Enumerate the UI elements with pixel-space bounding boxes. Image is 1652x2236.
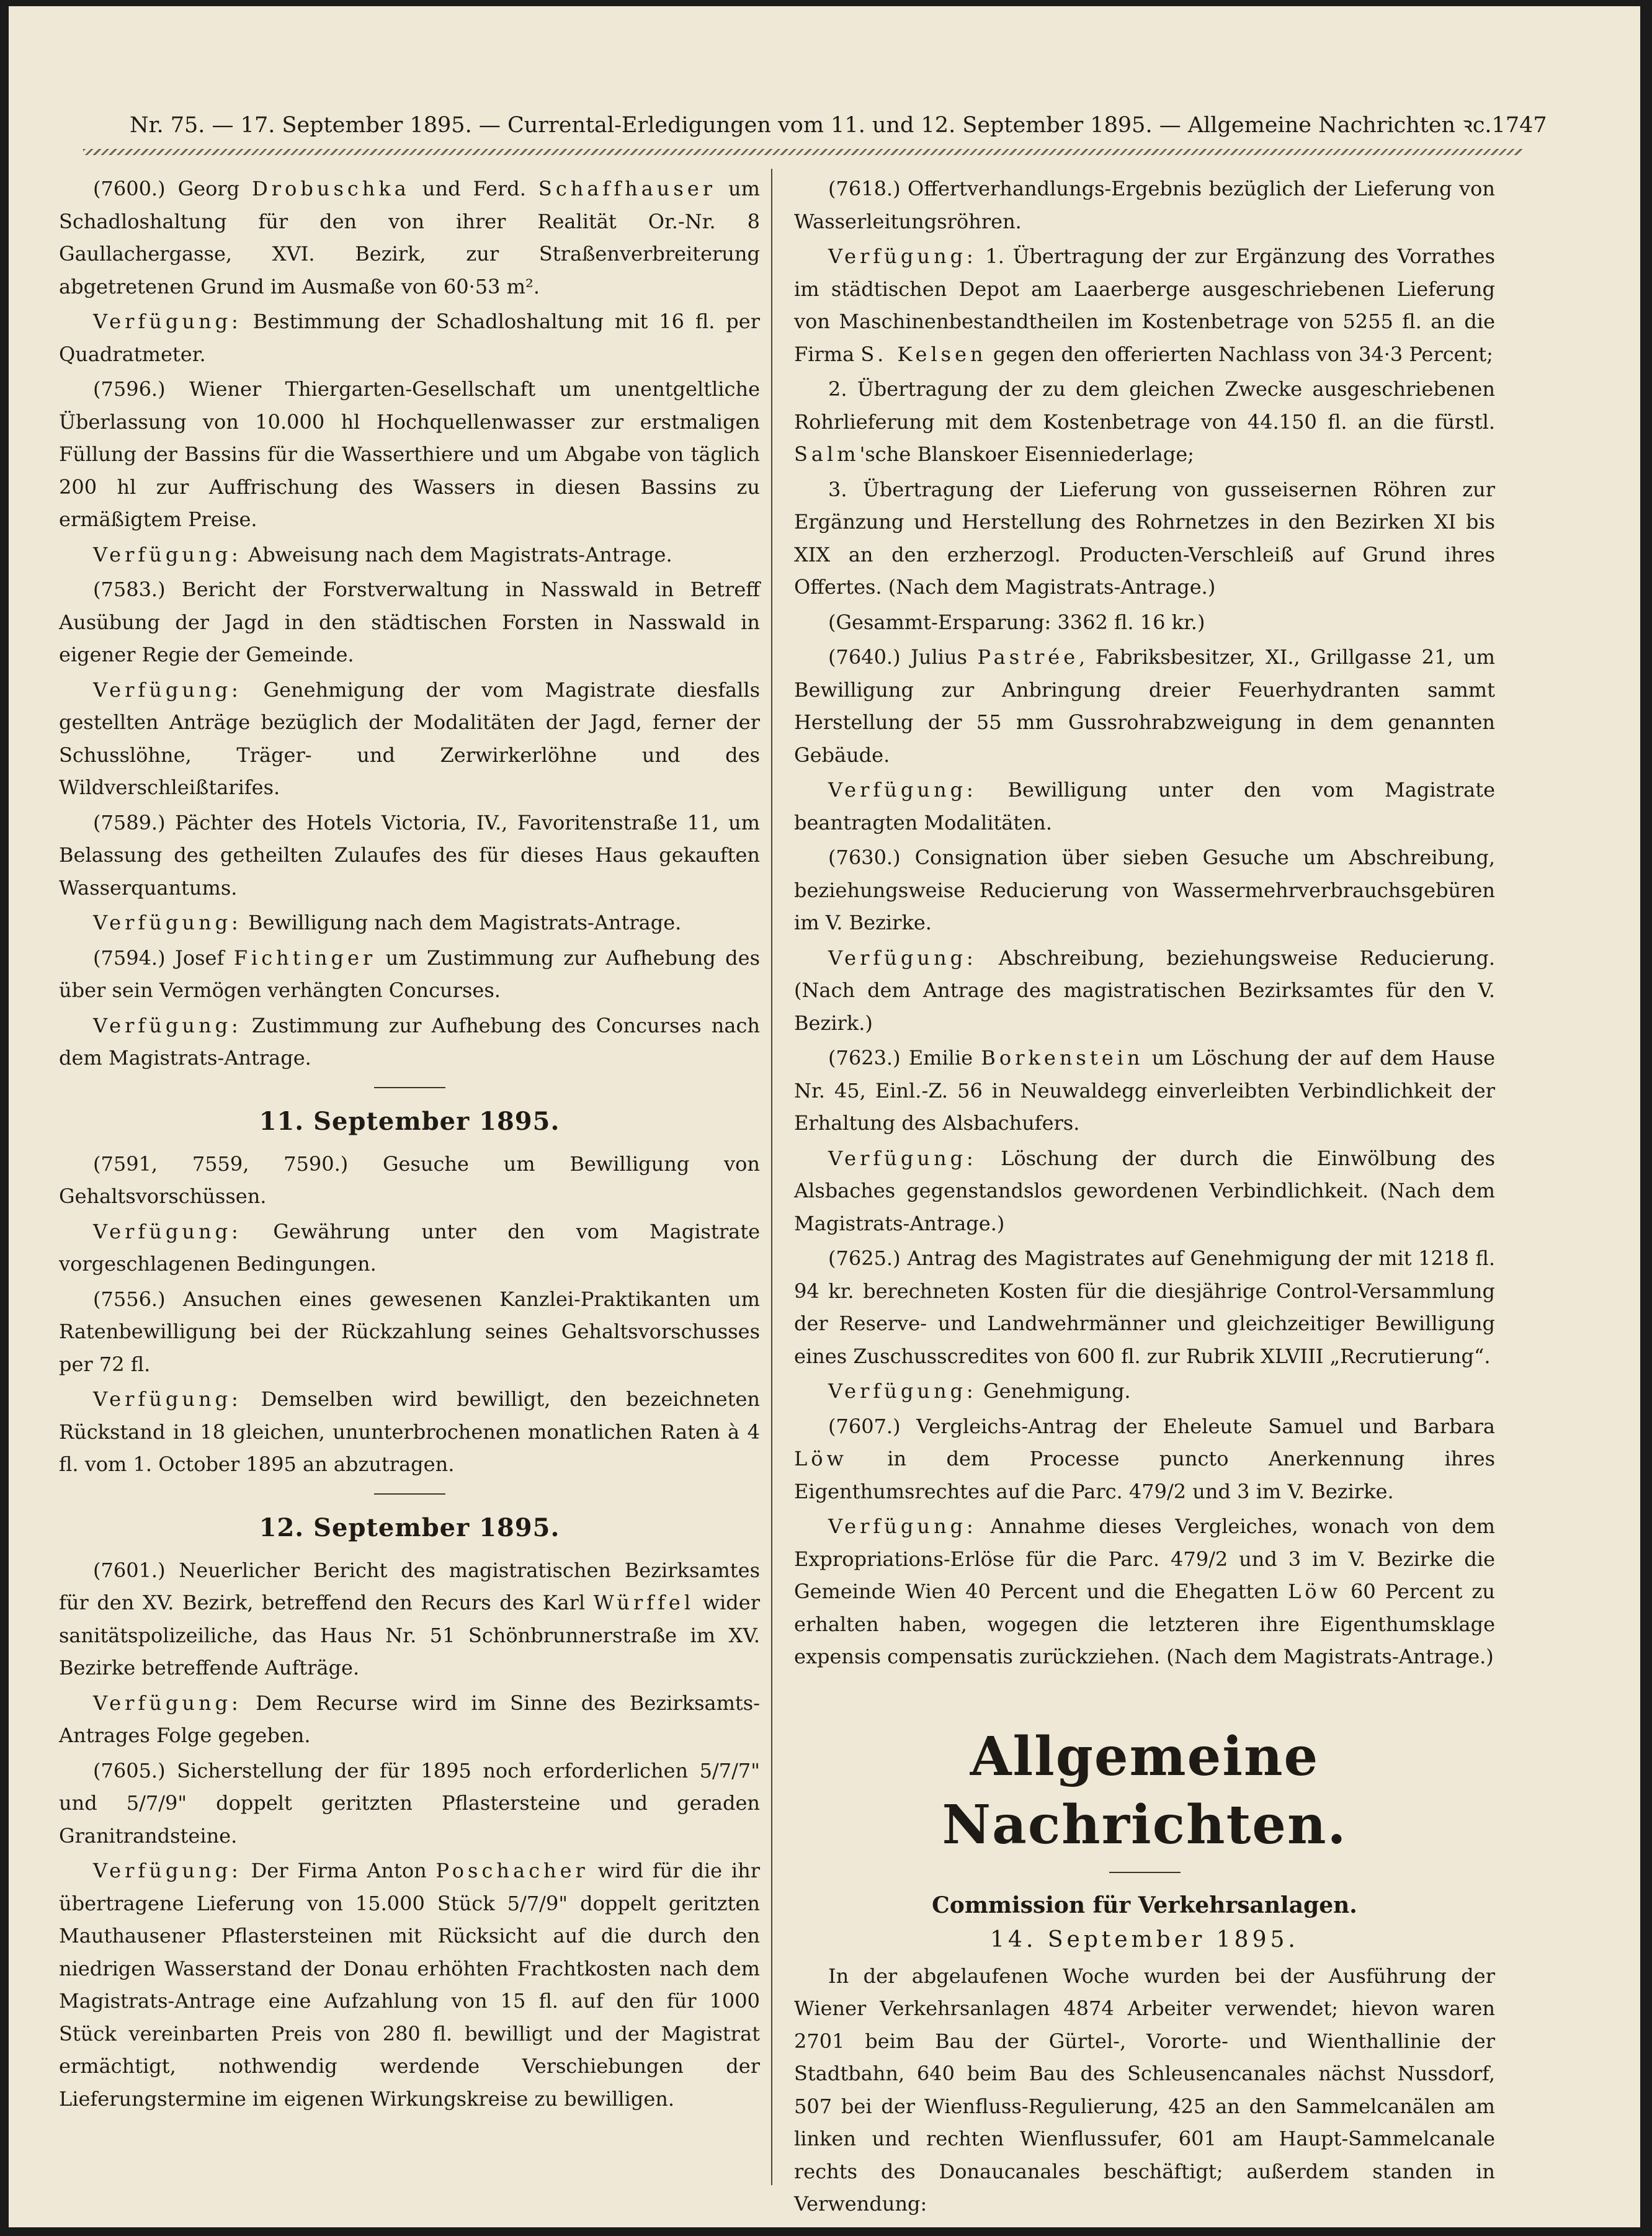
decree-7596: Verfügung: Abweisung nach dem Magistrats-Antrage. — [93, 542, 672, 566]
commission-report: In der abgelaufenen Woche wurden bei der Ausführung der Wiener Verkehrsanlagen 4874 Arbeiter verwendet; hievon waren 2701 beim Bau der Gürtel-, Vororte- und Wienthallinie der Stadtbahn, 640 beim Bau des Schleusencanales nächst Nussdorf, 507 bei der Wienfluss-Regulierung, 425 an den Sammelcanälen am linken und rechten Wienflussufer, 601 am Haupt-Sammelcanale rechts des Donaucanales beschäftigt; außerdem standen in Verwendung: — [794, 1964, 1495, 2216]
news-section-title: Allgemeine Nachrichten. — [942, 1725, 1347, 1856]
section-heading-12-september: 12. September 1895. — [259, 1513, 560, 1542]
entry-7589: (7589.) Pächter des Hotels Victoria, IV., Favoritenstraße 11, um Belassung des getheilten Zulaufes des für dieses Haus gekauften Wasserquantums. — [59, 810, 760, 900]
decree-7594: Verfügung: Zustimmung zur Aufhebung des Concurses nach dem Magistrats-Antrage. — [59, 1013, 760, 1070]
entry-7601: (7601.) Neuerlicher Bericht des magistratischen Bezirksamtes für den XV. Bezirk, betreffend den Recurs des Karl Würffel wider sanitätspolizeiliche, das Haus Nr. 51 Schönbrunnerstraße im XV. Bezirke betreffende Aufträge. — [59, 1558, 761, 1679]
decree-7583: Verfügung: Genehmigung der vom Magistrate diesfalls gestellten Anträge bezüglich der Modalitäten der Jagd, ferner der Schusslöhne, Träger- und Zerwirkerlöhne und des Wildverschleißtarifes. — [59, 678, 760, 799]
section-separator — [374, 1493, 445, 1495]
entry-7600: (7600.) Georg Drobuschka und Ferd. Schaffhauser um Schadloshaltung für den von ihrer Realität Or.-Nr. 8 Gaullachergasse, XVI. Bezirk, zur Straßenverbreiterung abgetretenen Grund im Ausmaße von 60·53 m². — [59, 177, 761, 298]
decree-7625: Verfügung: Genehmigung. — [828, 1379, 1131, 1403]
page-number: 1747 — [1491, 113, 1547, 138]
entry-7556: (7556.) Ansuchen eines gewesenen Kanzlei-Praktikanten um Ratenbewilligung bei der Rückzahlung seines Gehaltsvorschusses per 72 fl. — [59, 1287, 760, 1376]
entry-7625: (7625.) Antrag des Magistrates auf Genehmigung der mit 1218 fl. 94 kr. berechneten Kosten für die diesjährige Control-Versammlung der Reserve- und Landwehrmänner und gleichzeitiger Bewilligung eines Zuschusscredites von 600 fl. zur Rubrik XLVIII „Recrutierung“. — [794, 1246, 1495, 1368]
entry-7640: (7640.) Julius Pastrée, Fabriksbesitzer, XI., Grillgasse 21, um Bewilligung zur Anbringung dreier Feuerhydranten sammt Herstellung der 55 mm Gussrohrabzweigung in dem genannten Gebäude. — [794, 645, 1496, 767]
commission-heading: Commission für Verkehrsanlagen. — [932, 1892, 1357, 1918]
decree-7591: Verfügung: Gewährung unter den vom Magistrate vorgeschlagenen Bedingungen. — [59, 1219, 760, 1276]
entry-7594: (7594.) Josef Fichtinger um Zustimmung zur Aufhebung des über sein Vermögen verhängten Concurses. — [59, 946, 761, 1002]
header-title: Nr. 75. — 17. September 1895. — Currental-Erledigungen vom 11. und 12. September 1895. — Allgemeine Nachrichten ꝛc. — [130, 113, 1492, 138]
page-header — [130, 113, 1547, 138]
newspaper-page — [9, 6, 1640, 2227]
left-column — [59, 172, 760, 2117]
entry-7607: (7607.) Vergleichs-Antrag der Eheleute Samuel und Barbara Löw in dem Processe puncto Anerkennung ihres Eigenthumsrechtes auf die Parc. 479/2 und 3 im V. Bezirke. — [794, 1414, 1495, 1503]
decree-7640: Verfügung: Bewilligung unter den vom Magistrate beantragten Modalitäten. — [794, 778, 1495, 834]
entry-7596: (7596.) Wiener Thiergarten-Gesellschaft um unentgeltliche Überlassung von 10.000 hl Hochquellenwasser zur erstmaligen Füllung der Bassins für die Wasserthiere und um Abgabe von täglich 200 hl zur Auffrischung des Wassers in diesen Bassins zu ermäßigtem Preise. — [59, 377, 760, 531]
decree-7601: Verfügung: Dem Recurse wird im Sinne des Bezirksamts-Antrages Folge gegeben. — [59, 1691, 760, 1747]
decree-7618-2: 2. Übertragung der zu dem gleichen Zwecke ausgeschriebenen Rohrlieferung mit dem Kostenbetrage von 44.150 fl. an die fürstl. Salm'sche Blanskoer Eisenniederlage; — [794, 377, 1495, 466]
decree-7589: Verfügung: Bewilligung nach dem Magistrats-Antrage. — [93, 911, 682, 934]
decree-7556: Verfügung: Demselben wird bewilligt, den bezeichneten Rückstand in 18 gleichen, ununterbrochenen monatlichen Raten à 4 fl. vom 1. October 1895 an abzutragen. — [59, 1387, 760, 1476]
decree-7600: Verfügung: Bestimmung der Schadloshaltung mit 16 fl. per Quadratmeter. — [59, 310, 760, 366]
header-wavy-rule — [83, 149, 1522, 155]
decree-7630: Verfügung: Abschreibung, beziehungsweise Reducierung. (Nach dem Antrage des magistratischen Bezirksamtes für den V. Bezirk.) — [794, 946, 1495, 1035]
column-divider — [771, 169, 772, 2185]
section-heading-11-september: 11. September 1895. — [259, 1106, 560, 1136]
entry-7630: (7630.) Consignation über sieben Gesuche um Abschreibung, beziehungsweise Reducierung von Wassermehrverbrauchsgebüren im V. Bezirke. — [794, 846, 1495, 934]
right-column — [794, 172, 1495, 2223]
entry-7618: (7618.) Offertverhandlungs-Ergebnis bezüglich der Lieferung von Wasserleitungsröhren. — [794, 177, 1495, 233]
decree-7618-1: Verfügung: 1. Übertragung der zur Ergänzung des Vorrathes im städtischen Depot am Laaerberge ausgeschriebenen Lieferung von Maschinenbestandtheilen im Kostenbetrage von 5255 fl. an die Firma S. Kelsen gegen den offerierten Nachlass von 34·3 Percent; — [794, 244, 1495, 366]
entry-7591: (7591, 7559, 7590.) Gesuche um Bewilligung von Gehaltsvorschüssen. — [59, 1152, 760, 1208]
entry-7583: (7583.) Bericht der Forstverwaltung in Nasswald in Betreff Ausübung der Jagd in den städtischen Forsten in Nasswald in eigener Regie der Gemeinde. — [59, 578, 760, 666]
decree-7607: Verfügung: Annahme dieses Vergleiches, wonach von dem Expropriations-Erlöse für die Parc. 479/2 und 3 im V. Bezirke die Gemeinde Wien 40 Percent und die Ehegatten Löw 60 Percent zu erhalten haben, wogegen die letzteren ihre Eigenthumsklage expensis compensatis zurückziehen. (Nach dem Magistrats-Antrage.) — [794, 1514, 1495, 1668]
entry-7605: (7605.) Sicherstellung der für 1895 noch erforderlichen 5/7/7" und 5/7/9" doppelt geritzten Pflastersteine und geraden Granitrandsteine. — [59, 1758, 760, 1848]
section-separator — [374, 1087, 445, 1088]
commission-date: 14. September 1895. — [990, 1926, 1299, 1952]
decree-7623: Verfügung: Löschung der durch die Einwölbung des Alsbaches gegenstandslos gewordenen Verbindlichkeit. (Nach dem Magistrats-Antrage.) — [794, 1146, 1495, 1235]
decree-7618-3: 3. Übertragung der Lieferung von gusseisernen Röhren zur Ergänzung und Herstellung des Rohrnetzes in den Bezirken XI bis XIX an den erzherzogl. Producten-Verschleiß auf Grund ihres Offertes. (Nach dem Magistrats-Antrage.) — [794, 477, 1495, 599]
entry-7623: (7623.) Emilie Borkenstein um Löschung der auf dem Hause Nr. 45, Einl.-Z. 56 in Neuwaldegg einverleibten Verbindlichkeit der Erhaltung des Alsbachufers. — [794, 1046, 1496, 1135]
title-separator — [1109, 1872, 1181, 1873]
decree-7605: Verfügung: Der Firma Anton Poschacher wird für die ihr übertragene Lieferung von 15.000 Stück 5/7/9" doppelt geritzten Mauthausener Pflastersteinen mit Rücksicht auf die durch den niedrigen Wasserstand der Donau erhöhten Frachtkosten nach dem Magistrats-Antrage eine Aufzahlung von 15 fl. auf den für 1000 Stück vereinbarten Preis von 280 fl. bewilligt und der Magistrat ermächtigt, nothwendig werdende Verschiebungen der Lieferungstermine im eigenen Wirkungskreise zu bewilligen. — [59, 1859, 761, 2111]
savings-7618: (Gesammt-Ersparung: 3362 fl. 16 kr.) — [828, 610, 1205, 634]
